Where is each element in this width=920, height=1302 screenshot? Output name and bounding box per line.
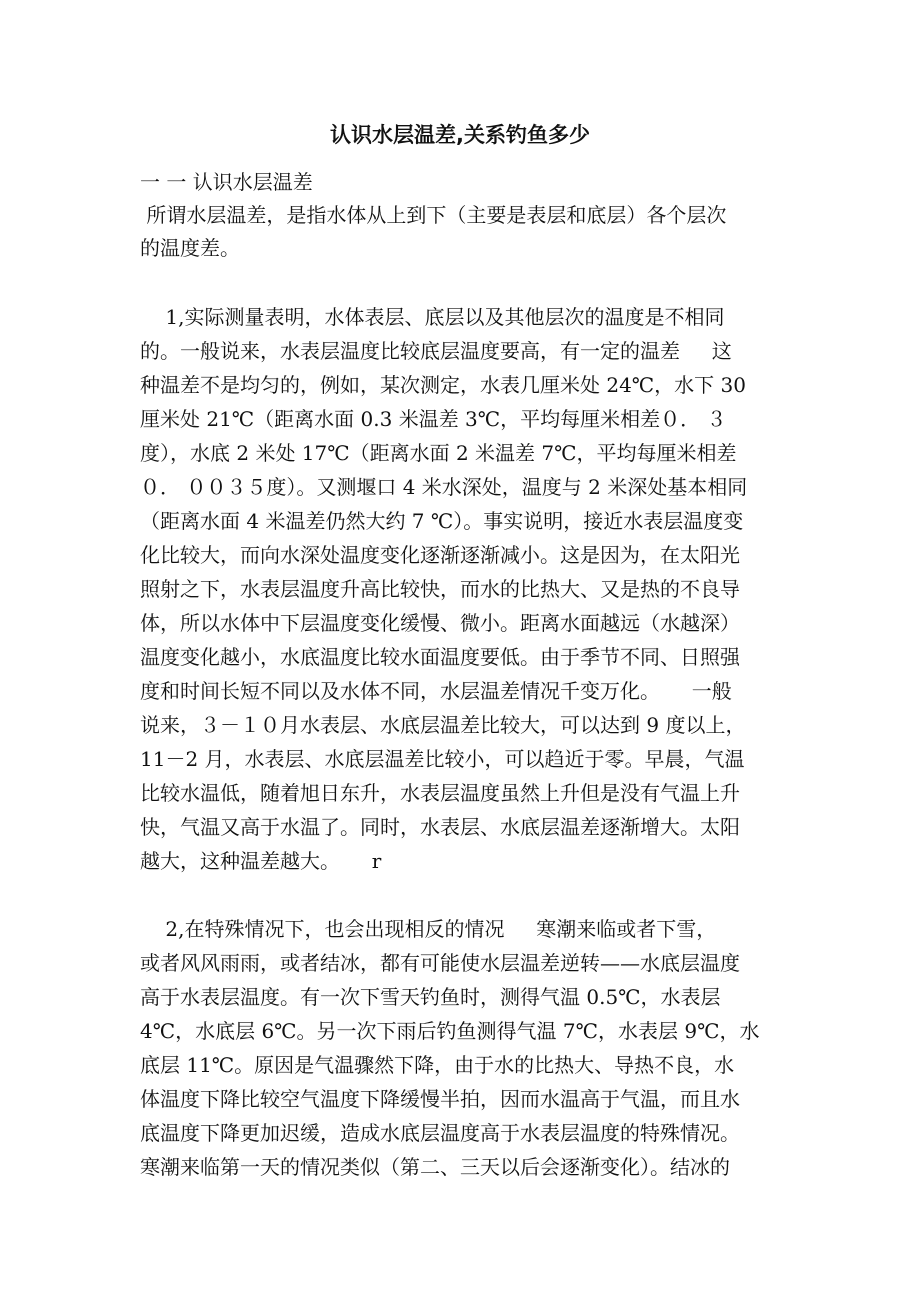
text-line: 或者风风雨雨，或者结冰，都有可能使水层温差逆转——水底层温度 [140, 951, 740, 975]
text-line: 高于水表层温度。有一次下雪天钓鱼时，测得气温 0.5℃，水表层 [140, 985, 721, 1009]
text-line: ０． ００３５度）。又测堰口 4 米水深处，温度与 2 米深处基本相同 [140, 475, 748, 499]
text-line: 体温度下降比较空气温度下降缓慢半拍，因而水温高于气温，而且水 [140, 1087, 740, 1111]
text-line: 的温度差。 [140, 236, 240, 260]
text-line: （距离水面 4 米温差仍然大约 7 ℃）。事实说明，接近水表层温度变 [140, 509, 744, 533]
text-line: 度），水底 2 米处 17℃（距离水面 2 米温差 7℃，平均每厘米相差 [140, 441, 737, 465]
text-line: 照射之下，水表层温度升高比较快，而水的比热大、又是热的不良导 [140, 577, 740, 601]
text-line: 体，所以水体中下层温度变化缓慢、微小。距离水面越远（水越深） [140, 611, 740, 635]
section-heading: 一 一 认识水层温差 [140, 170, 313, 194]
text-line: 寒潮来临第一天的情况类似（第二、三天以后会逐渐变化）。结冰的 [140, 1155, 730, 1179]
text-line: 说来，３－１０月水表层、水底层温差比较大，可以达到 9 度以上， [140, 713, 746, 737]
text-line: 4℃，水底层 6℃。另一次下雨后钓鱼测得气温 7℃，水表层 9℃，水 [140, 1019, 760, 1043]
text-line: 化比较大，而向水深处温度变化逐渐逐渐减小。这是因为，在太阳光 [140, 543, 740, 567]
text-line: 快，气温又高于水温了。同时，水表层、水底层温差逐渐增大。太阳 [140, 815, 740, 839]
text-line: 厘米处 21℃（距离水面 0.3 米温差 3℃，平均每厘米相差０． ３ [140, 407, 727, 431]
document-title: 认识水层温差,关系钓鱼多少 [330, 123, 590, 147]
text-line: 11－2 月，水表层、水底层温差比较小，可以趋近于零。早晨，气温 [140, 747, 745, 771]
text-line: 越大，这种温差越大。 r [140, 849, 382, 873]
text-line: 2,在特殊情况下，也会出现相反的情况 寒潮来临或者下雪， [140, 917, 717, 941]
text-line: 1,实际测量表明，水体表层、底层以及其他层次的温度是不相同 [140, 305, 725, 329]
text-line: 比较水温低，随着旭日东升，水表层温度虽然上升但是没有气温上升 [140, 781, 740, 805]
text-line: 度和时间长短不同以及水体不同，水层温差情况千变万化。 一般 [140, 679, 732, 703]
text-line: 底层 11℃。原因是气温骤然下降，由于水的比热大、导热不良，水 [140, 1053, 735, 1077]
text-line: 底温度下降更加迟缓，造成水底层温度高于水表层温度的特殊情况。 [140, 1121, 740, 1145]
text-line: 的。一般说来，水表层温度比较底层温度要高，有一定的温差 这 [140, 339, 732, 363]
text-line: 种温差不是均匀的，例如，某次测定，水表几厘米处 24℃，水下 30 [140, 373, 746, 397]
text-line: 温度变化越小，水底温度比较水面温度要低。由于季节不同、日照强 [140, 645, 740, 669]
text-line: 所谓水层温差，是指水体从上到下（主要是表层和底层）各个层次 [140, 203, 727, 227]
